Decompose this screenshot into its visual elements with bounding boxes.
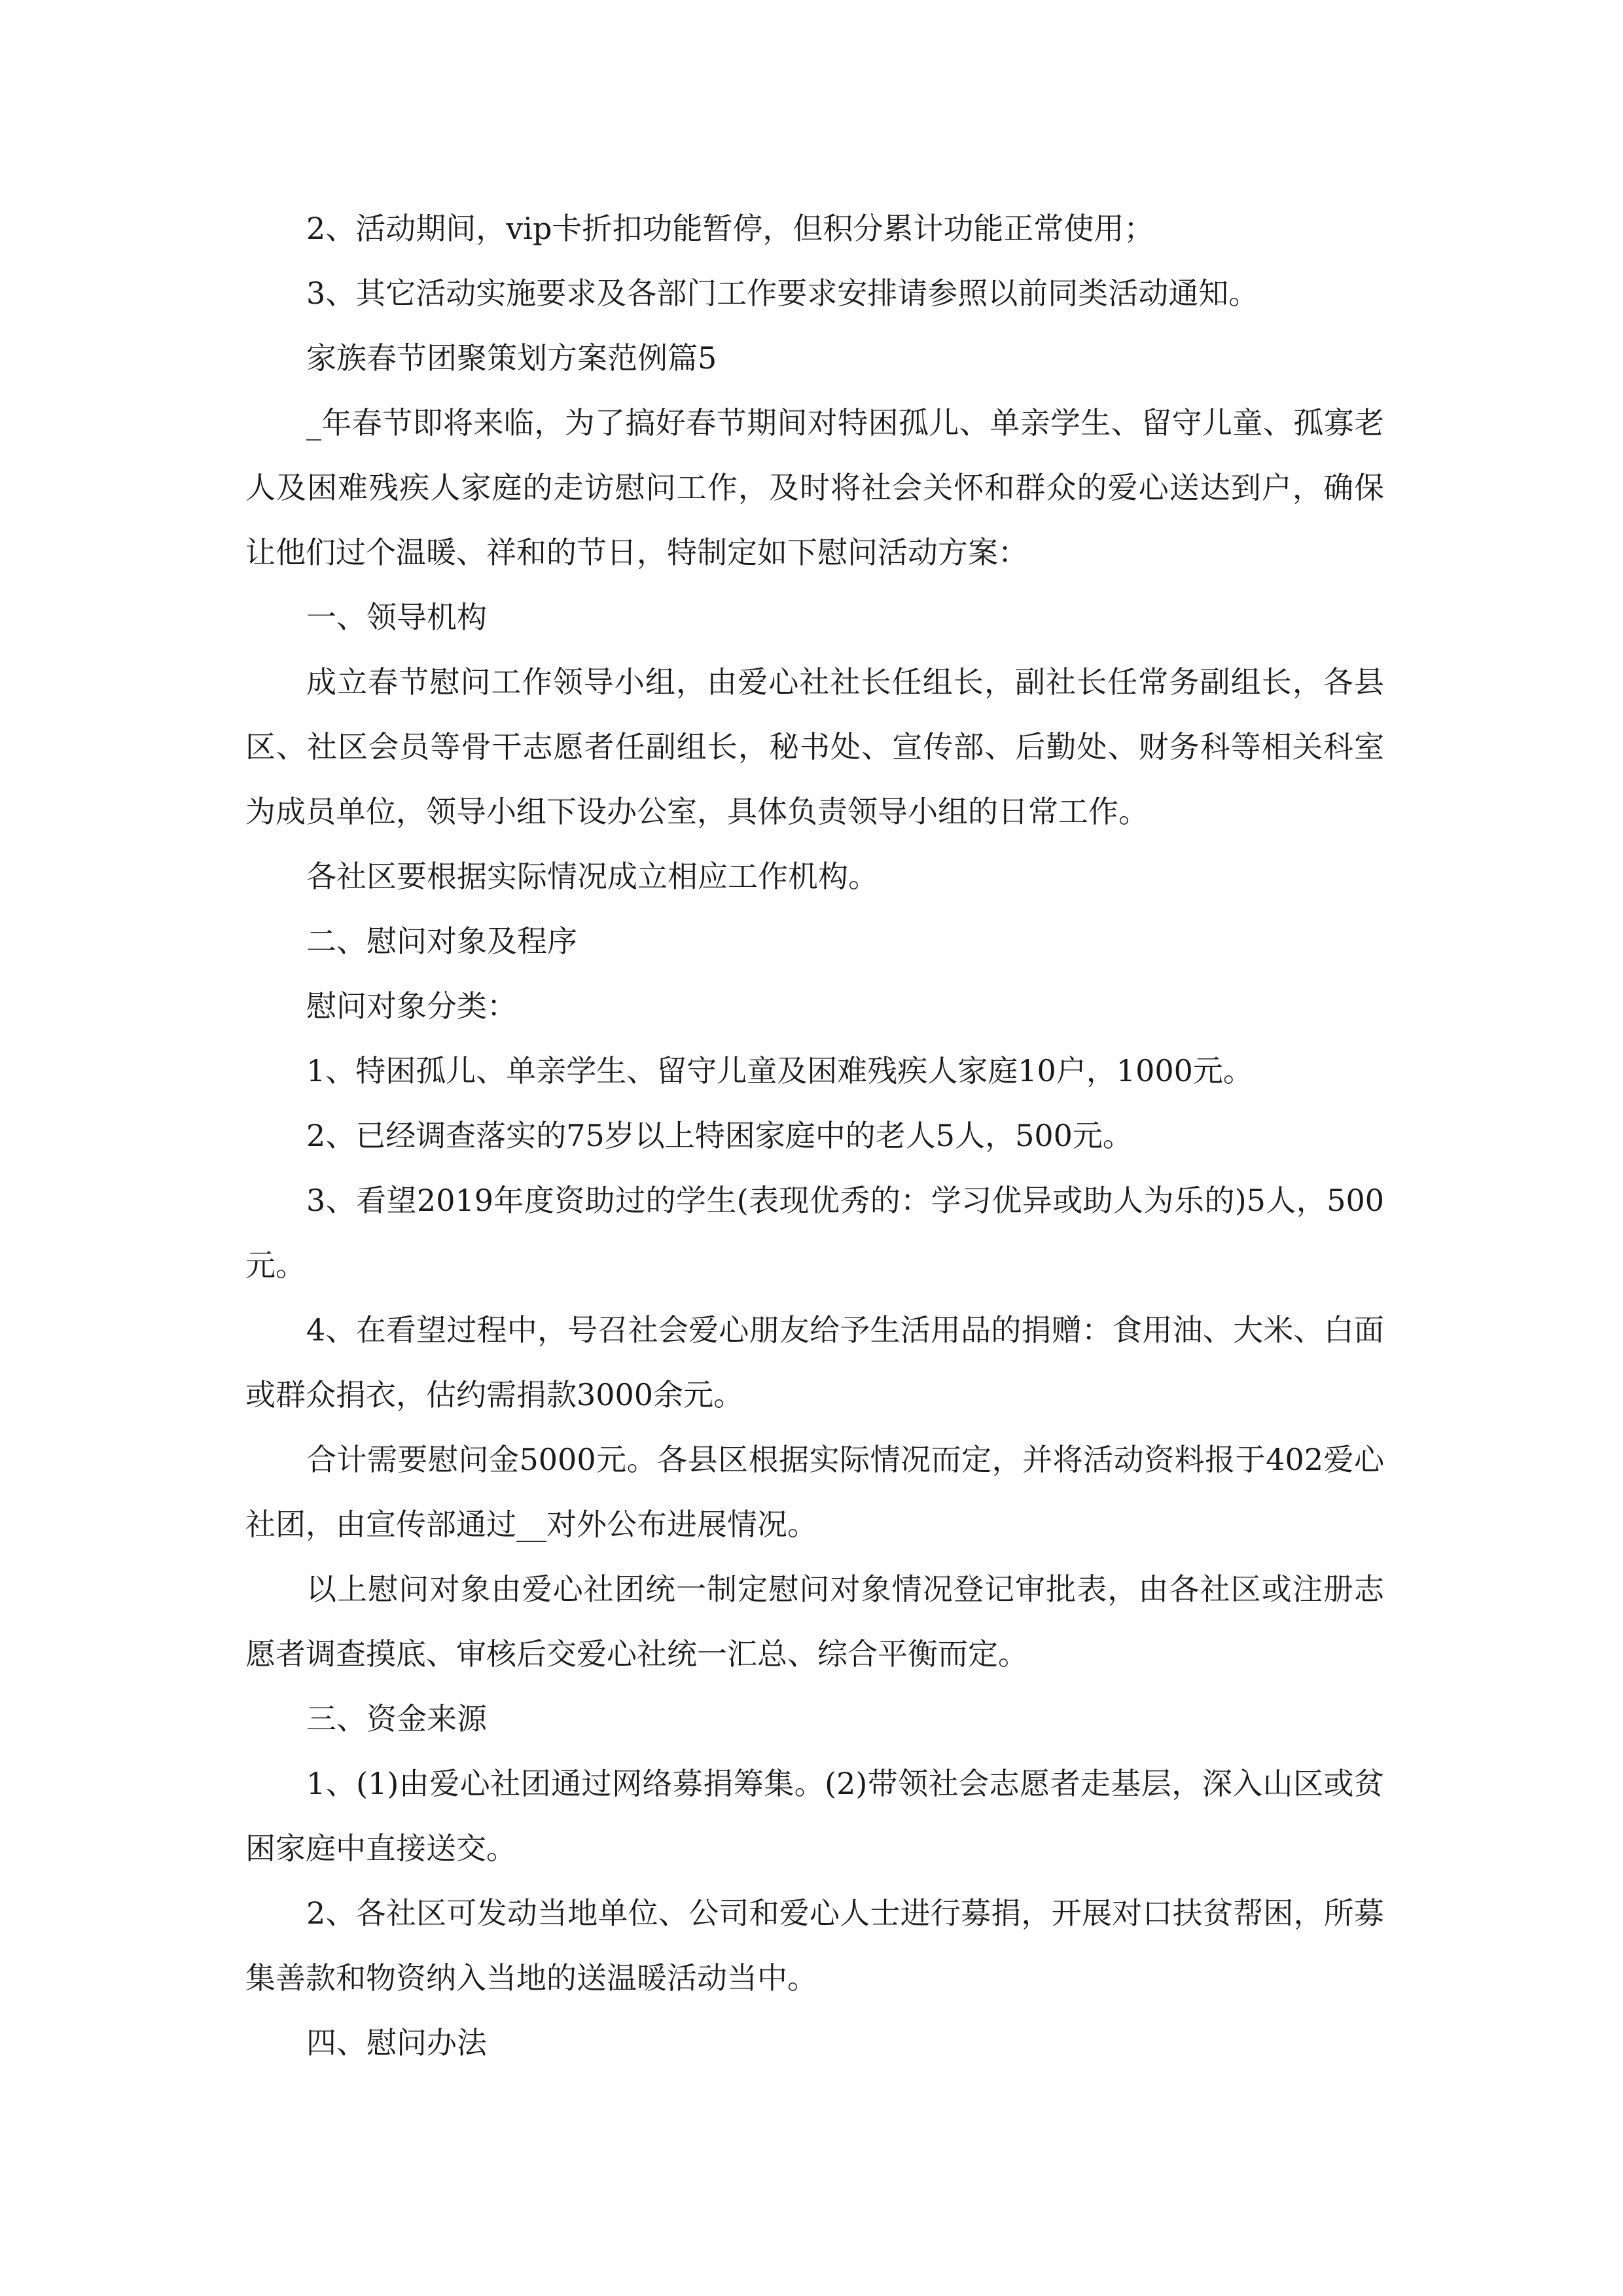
- approval-paragraph: 以上慰问对象由爱心社团统一制定慰问对象情况登记审批表，由各社区或注册志愿者调查摸底、审核后交爱心社统一汇总、综合平衡而定。: [245, 1571, 1384, 1672]
- target-item-4: 4、在看望过程中，号召社会爱心朋友给予生活用品的捐赠：食用油、大米、白面或群众捐衣，估约需捐款3000余元。: [245, 1312, 1384, 1412]
- leadership-paragraph: 成立春节慰问工作领导小组，由爱心社社长任组长，副社长任常务副组长，各县区、社区会员等骨干志愿者任副组长，秘书处、宣传部、后勤处、财务科等相关科室为成员单位，领导小组下设办公室，具体负责领导小组的日常工作。: [245, 664, 1384, 829]
- heading-leadership: 一、领导机构: [306, 600, 487, 635]
- total-paragraph: 合计需要慰问金5000元。各县区根据实际情况而定，并将活动资料报于402爱心社团，由宣传部通过__对外公布进展情况。: [245, 1442, 1384, 1542]
- document-body: [245, 196, 1384, 2075]
- heading-methods: 四、慰问办法: [306, 2025, 487, 2060]
- target-item-3: 3、看望2019年度资助过的学生(表现优秀的：学习优异或助人为乐的)5人，500元。: [245, 1183, 1384, 1283]
- target-item-1: 1、特困孤儿、单亲学生、留守儿童及困难残疾人家庭10户，1000元。: [306, 1053, 1253, 1088]
- paragraph-item-3: 3、其它活动实施要求及各部门工作要求安排请参照以前同类活动通知。: [306, 276, 1259, 311]
- paragraph-item-2: 2、活动期间，vip卡折扣功能暂停，但积分累计功能正常使用；: [306, 211, 1154, 246]
- section-title: 家族春节团聚策划方案范例篇5: [306, 340, 717, 376]
- funding-item-2: 2、各社区可发动当地单位、公司和爱心人士进行募捐，开展对口扶贫帮困，所募集善款和物资纳入当地的送温暖活动当中。: [245, 1895, 1384, 1996]
- funding-item-1: 1、(1)由爱心社团通过网络募捐筹集。(2)带领社会志愿者走基层，深入山区或贫困家庭中直接送交。: [245, 1766, 1384, 1866]
- intro-paragraph: _年春节即将来临，为了搞好春节期间对特困孤儿、单亲学生、留守儿童、孤寡老人及困难残疾人家庭的走访慰问工作，及时将社会关怀和群众的爱心送达到户，确保让他们过个温暖、祥和的节日，特制定如下慰问活动方案：: [245, 405, 1384, 570]
- community-paragraph: 各社区要根据实际情况成立相应工作机构。: [306, 859, 878, 894]
- target-item-2: 2、已经调查落实的75岁以上特困家庭中的老人5人，500元。: [306, 1118, 1133, 1153]
- targets-category-label: 慰问对象分类：: [306, 988, 517, 1024]
- heading-targets: 二、慰问对象及程序: [306, 924, 577, 959]
- heading-funding: 三、资金来源: [306, 1701, 487, 1736]
